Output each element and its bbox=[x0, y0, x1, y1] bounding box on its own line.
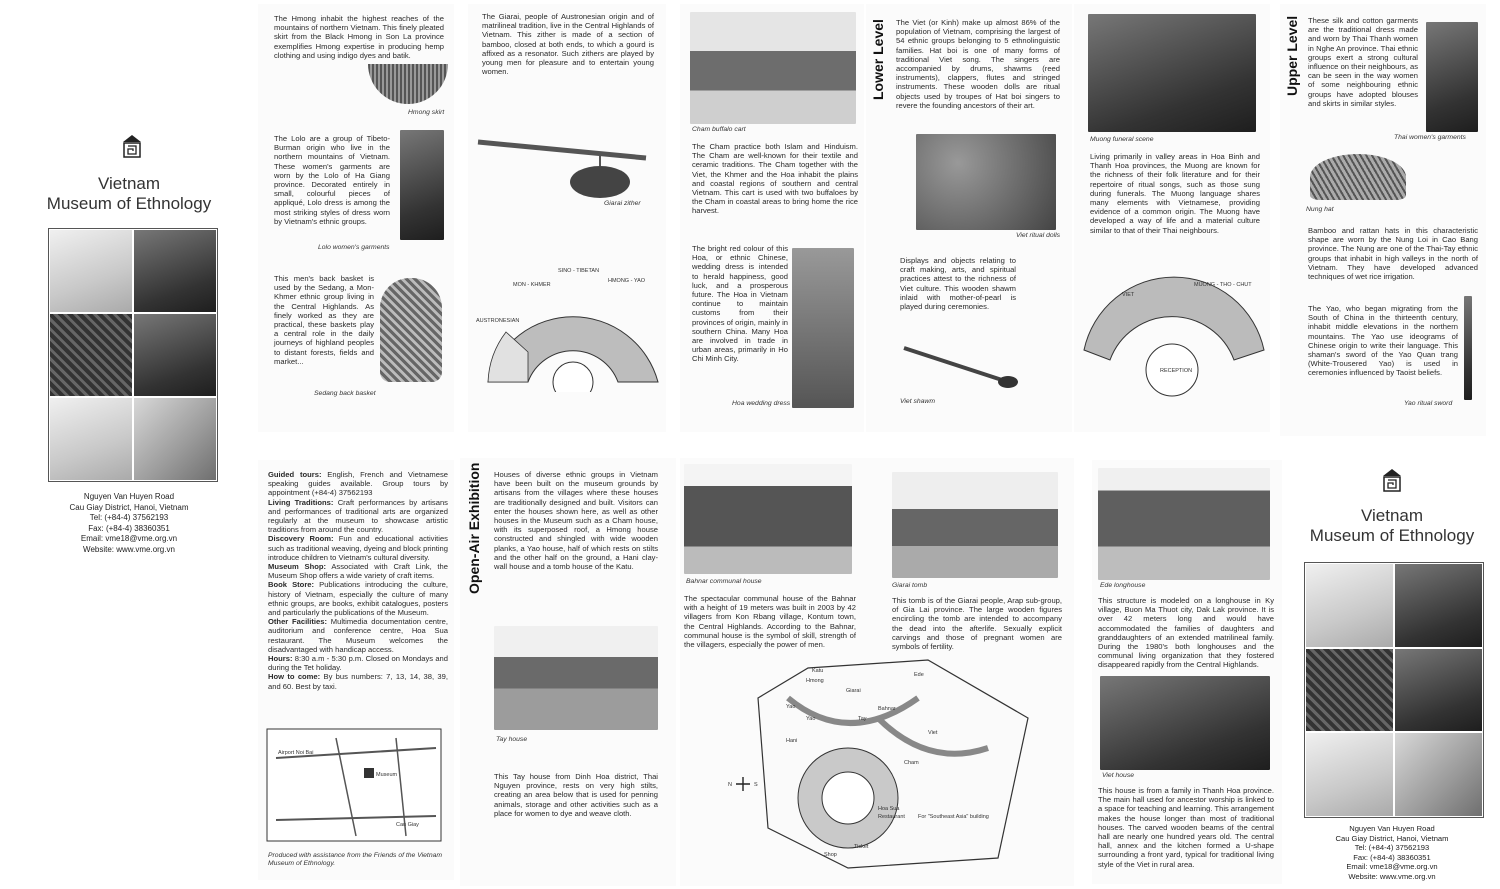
compass-s: S bbox=[754, 782, 758, 788]
museum-address: Nguyen Van Huyen Road Cau Giay District, Hanoi, Vietnam Tel: (+84-4) 37562193 Fax: (+84-4) 38360351 Email: vme18@vme.org.vn Website: www.vme.org.vn bbox=[69, 492, 189, 554]
viet-house-caption: Viet house bbox=[1102, 772, 1134, 779]
sedang-caption: Sedang back basket bbox=[314, 390, 376, 397]
site-label-giarai: Giarai bbox=[846, 688, 861, 694]
panel-upper-level bbox=[1280, 4, 1486, 436]
plan-label-sino: SINO - TIBETAN bbox=[558, 268, 600, 274]
viet-dolls-image bbox=[916, 134, 1056, 230]
giarai-tomb-image bbox=[892, 472, 1058, 578]
shawm-caption: Viet shawm bbox=[900, 398, 936, 405]
panel-hmong-lolo-sedang bbox=[258, 4, 454, 432]
panel-ede-viet-house bbox=[1092, 460, 1282, 884]
site-label-hmong: Hmong bbox=[806, 678, 824, 684]
cover-photo-grid bbox=[1304, 562, 1484, 818]
plan-label-hmong: HMONG - YAO bbox=[608, 278, 646, 284]
giarai-tomb-text: This tomb is of the Giarai people, Arap sub-group, of Gia Lai province. The large wooden figures encircling the tomb are intended to accompany the dead into the afterlife. Sexually explicit carvings and those of pregnant women are symbols of fertility. bbox=[892, 596, 1062, 652]
zither-caption: Giarai zither bbox=[604, 200, 641, 207]
thai-text: These silk and cotton garments are the traditional dress made and worn by Thai Thanh women in Nghe An province. Thai ethnic groups exert a strong cultural influence on their neighbours, as can be seen in the way women of some neighbouring ethnic groups have adopted blouses and skirts in similar styles. bbox=[1308, 16, 1418, 108]
nung-caption: Nung hat bbox=[1306, 206, 1334, 213]
lower-floor-plan-diagram bbox=[468, 242, 666, 392]
site-label-bahnar: Bahnar bbox=[878, 706, 896, 712]
bahnar-house-image bbox=[684, 464, 852, 574]
houses-text: Houses of diverse ethnic groups in Vietnam have been built on the museum grounds by artisans from the villages where these houses are traditionally designed and built. Visitors can enter the houses shown here, as well as other houses in the Museum such as a Cham house, with its superposed roof, a Hmong house constructed and shingled with wide wooden planks, a Yao house, half of which rests on stilts and the other half on the ground, a Hani clay-wall house and a tomb house of the Katu. bbox=[494, 470, 658, 572]
map-label-museum: Museum bbox=[376, 772, 398, 778]
plan-label-reception: RECEPTION bbox=[1160, 368, 1193, 374]
nung-text: Bamboo and rattan hats in this characteristic shape are worn by the Nung Loi in Cao Bang province. The Nung are one of the Thai-Tay ethnic groups that inhabit in high valleys in the north of Vietnam. They have developed advanced techniques of wet rice irrigation. bbox=[1308, 226, 1478, 282]
site-label-yao: Yao bbox=[786, 704, 796, 710]
plan-label-mon: MON - KHMER bbox=[513, 282, 551, 288]
bahnar-text: The spectacular communal house of the Bahnar with a height of 19 meters was built in 2003 by 42 villagers from Kon Rbang village, Kontum town, the Central Highlands. According to the Bahnar, communal house is the symbol of skill, strength of the villagers, especially the power of men. bbox=[684, 594, 856, 650]
map-label-caugiay: Cau Giay bbox=[396, 822, 419, 828]
dolls-caption: Viet ritual dolls bbox=[1016, 232, 1061, 239]
displays-text: Displays and objects relating to craft making, arts, and spiritual practices attest to the richness of Viet culture. This wooden shawm inlaid with mother-of-pearl is played during ceremonies. bbox=[900, 256, 1016, 312]
visitor-info-text: Guided tours: English, French and Vietnamese speaking guides available. Group tours by appointment (+84-4) 37562193 Living Traditions: Craft performances by artisans and performances of traditional arts are organized regularly at the museum to showcase artistic traditions from around the country. Discovery Room: Fun and educational activities such as traditional weaving, dyeing and block printing introduce children to Vietnam's cultural diversity. Museum Shop: Associated with Craft Link, the Museum Shop offers a wide variety of craft items. Book Store: Publications introducing the culture, history of Vietnam, especially the culture of many ethnic groups, are books, exhibit catalogues, posters and particularly the publications of the Museum. Other Facilities: Multimedia documentation centre, auditorium and conference centre, Hoa Sua restaurant. The Museum welcomes the disadvantaged with handicap access. Hours: 8:30 a.m - 5:30 p.m. Closed on Mondays and during the Tet holiday. How to come: By bus numbers: 7, 13, 14, 38, 39, and 60. Best by taxi. bbox=[268, 470, 448, 691]
panel-visitor-info bbox=[258, 460, 454, 880]
panel-cham-hoa bbox=[680, 4, 864, 432]
lolo-caption: Lolo women's garments bbox=[318, 244, 390, 251]
panel-open-air bbox=[460, 458, 676, 886]
giarai-text: The Giarai, people of Austronesian origin and of matrilineal tradition, live in the Central Highlands of Vietnam. This zither is made of a section of bamboo, closed at both ends, to which a gourd is affixed as a resonator. Such zithers are played by young men for pleasure and to entertain young women. bbox=[482, 12, 654, 77]
site-label-viet: Viet bbox=[928, 730, 938, 736]
cham-cart-image bbox=[690, 12, 856, 124]
muong-funeral-image bbox=[1088, 14, 1256, 132]
hmong-skirt-image bbox=[368, 64, 448, 104]
cover-panel-right bbox=[1290, 462, 1494, 884]
panel-bahnar-giarai bbox=[680, 458, 1074, 886]
museum-title: Vietnam Museum of Ethnology bbox=[1309, 506, 1475, 545]
upper-level-title: Upper Level bbox=[1284, 15, 1300, 96]
viet-text: The Viet (or Kinh) make up almost 86% of the population of Vietnam, comprising the largest of 54 ethnic groups belonging to 5 ethnolinguistic families. Hat boi is one of many forms of traditional Viet song. The singers are accompanied by drums, shawms (reed instruments), clappers, flutes and stringed instruments. These wooden dolls are ritual objects used by troupes of Hat boi singers to revere the founding ancestors of their art. bbox=[896, 18, 1060, 110]
hoa-text: The bright red colour of this Hoa, or ethnic Chinese, wedding dress is intended to herald happiness, good luck, and a prosperous future. The Hoa in Vietnam continue to maintain customs from their provinces of origin, mainly in southern China. Many Hoa are involved in trade in urban areas, primarily in Ho Chi Minh City. bbox=[692, 244, 788, 364]
museum-logo-icon bbox=[120, 134, 144, 158]
site-label-katu: Katu bbox=[812, 668, 824, 674]
site-label-hani: Hani bbox=[786, 738, 798, 744]
compass-n: N bbox=[728, 782, 732, 788]
sedang-text: This men's back basket is used by the Sedang, a Mon-Khmer ethnic group living in the Central Highlands. As finely worked as they are practical, these baskets play a central role in the daily journeys of highland peoples to distant forests, fields and market... bbox=[274, 274, 374, 366]
tay-text: This Tay house from Dinh Hoa district, Thai Nguyen province, rests on very high stilts, creating an area below that is used for penning animals, storage and other activities such as a place for women to dye and weave cloth. bbox=[494, 772, 658, 818]
tay-house-image bbox=[494, 626, 658, 730]
cover-panel-left bbox=[18, 128, 240, 556]
yao-sword-image bbox=[1464, 296, 1472, 400]
viet-house-text: This house is from a family in Thanh Hoa province. The main hall used for ancestor worship is linked to a space for teaching and learning. This arrangement makes the house longer than most of traditional houses. The carved wooden beams of the central hall are nearly one hundred years old. The central hall, annex and the kitchen formed a U-shape surrounding a front yard, typical for traditional living style of the Viet in rural area. bbox=[1098, 786, 1274, 869]
site-label-yao2: Yao bbox=[806, 716, 816, 722]
giarai-tomb-caption: Giarai tomb bbox=[892, 582, 928, 589]
hmong-text: The Hmong inhabit the highest reaches of the mountains of northern Vietnam. This finely pleated skirt from the Black Hmong in Son La province exemplifies Hmong expertise in producing hemp clothing and using indigo dyes and batik. bbox=[274, 14, 444, 60]
sedang-basket-image bbox=[380, 278, 442, 382]
panel-giarai bbox=[468, 4, 666, 432]
site-label-shop: Shop bbox=[824, 852, 837, 858]
museum-logo-icon bbox=[1380, 468, 1404, 492]
tay-caption: Tay house bbox=[496, 736, 528, 743]
hmong-caption: Hmong skirt bbox=[408, 109, 445, 116]
plan-label-muong: MUONG - THO - CHUT bbox=[1194, 282, 1252, 288]
panel-muong bbox=[1074, 4, 1270, 432]
map-footer-note: Produced with assistance from the Friends of the Vietnam Museum of Ethnology. bbox=[268, 852, 443, 867]
map-label-airport: Airport Noi Bai bbox=[278, 750, 314, 756]
ede-caption: Ede longhouse bbox=[1100, 582, 1146, 589]
plan-label-austro: AUSTRONESIAN bbox=[476, 318, 520, 324]
yao-caption: Yao ritual sword bbox=[1404, 400, 1453, 407]
upper-floor-plan-diagram bbox=[1074, 260, 1270, 410]
cart-caption: Cham buffalo cart bbox=[692, 126, 746, 133]
site-label-restaurant: Restaurant bbox=[878, 814, 905, 820]
muong-text: Living primarily in valley areas in Hoa Binh and Thanh Hoa provinces, the Muong are known for the richness of their folk literature and for their repertoire of ritual songs, such as those sung during funerals. The Muong language shares many elements with Vietnamese, providing evidence of a common origin. The Muong have developed a way of life and a material culture similar to that of their Thai neighbours. bbox=[1090, 152, 1260, 235]
site-label-ticket: Ticket bbox=[854, 844, 869, 850]
funeral-caption: Muong funeral scene bbox=[1090, 136, 1154, 143]
nung-hat-image bbox=[1310, 154, 1406, 200]
cover-photo-grid bbox=[48, 228, 218, 482]
ede-longhouse-image bbox=[1098, 468, 1270, 580]
open-air-title: Open-Air Exhibition bbox=[466, 462, 482, 594]
viet-house-image bbox=[1100, 676, 1270, 770]
viet-shawm-image bbox=[902, 342, 1022, 392]
site-label-hoasua: Hoa Sua bbox=[878, 806, 900, 812]
giarai-zither-image bbox=[474, 130, 650, 200]
cham-text: The Cham practice both Islam and Hinduism. The Cham are well-known for their textile and ceramic traditions. The Cham together with the Viet, the Khmer and the Hoa inhabit the plains and coastal regions of southern and central Vietnam. This cart is used with two buffaloes by the Cham in coastal areas to bring home the rice harvest. bbox=[692, 142, 858, 216]
location-map bbox=[266, 728, 442, 842]
bahnar-caption: Bahnar communal house bbox=[686, 578, 762, 585]
panel-viet bbox=[866, 4, 1072, 432]
site-label-tay: Tay bbox=[858, 716, 867, 722]
site-map-diagram bbox=[728, 658, 1048, 878]
lolo-text: The Lolo are a group of Tibeto-Burman origin who live in the northern mountains of Vietnam. These women's garments are worn by the Lolo of Ha Giang province. Decorated entirely in small, colourful pieces of appliqué, Lolo dress is among the most striking styles of dress worn by Vietnam's ethnic groups. bbox=[274, 134, 390, 226]
site-label-ede: Ede bbox=[914, 672, 924, 678]
site-label-southeast: For "Southeast Asia" building bbox=[918, 814, 989, 820]
thai-garments-image bbox=[1426, 22, 1478, 132]
museum-address: Nguyen Van Huyen Road Cau Giay District, Hanoi, Vietnam Tel: (+84-4) 37562193 Fax: (+84-4) 38360351 Email: vme18@vme.org.vn Website: www.vme.org.vn bbox=[1335, 824, 1449, 881]
yao-text: The Yao, who began migrating from the South of China in the thirteenth century, inhabit middle elevations in the northern mountains. The Yao use ideograms of Chinese origin to write their language. This shaman's sword of the Yao Quan trang (White-Trousered Yao) is used in ceremonies influenced by Taoist beliefs. bbox=[1308, 304, 1458, 378]
hoa-dress-image bbox=[792, 248, 854, 408]
museum-title: Vietnam Museum of Ethnology bbox=[46, 174, 212, 213]
thai-caption: Thai women's garments bbox=[1394, 134, 1466, 141]
plan-label-viet: VIET bbox=[1122, 292, 1135, 298]
hoa-caption: Hoa wedding dress bbox=[732, 400, 791, 407]
lolo-garments-image bbox=[400, 130, 444, 240]
lower-level-title: Lower Level bbox=[870, 19, 886, 100]
ede-text: This structure is modeled on a longhouse in Ky village, Buon Ma Thuot city, Dak Lak province. It is over 42 meters long and would have accommodated the families of daughters and granddaughters of an extended matrilineal family. During the 1980's both longhouses and the communal living organization that they fostered disappeared rapidly from the Central Highlands. bbox=[1098, 596, 1274, 670]
site-label-cham: Cham bbox=[904, 760, 919, 766]
